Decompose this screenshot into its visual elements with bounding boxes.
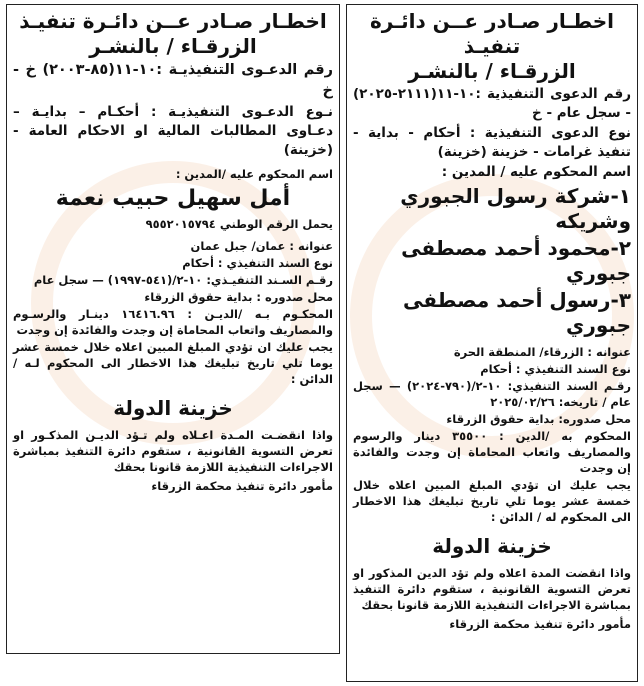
payment-instruction: يجب عليك ان تؤدي المبلغ المبين اعلاه خلال خمسة عشر يوما تلي تاريخ تبليغك هذا الاخطار الى المحكوم لـه / الدائن :	[13, 340, 333, 386]
defendant-name-2: ٢-محمود أحمد مصطفى جبوري	[401, 236, 631, 285]
case-number: رقم الدعوى التنفيذية :١٠-١١(٢١١١-٢٠٢٥) - سجل عام - خ	[353, 86, 631, 121]
instrument-type: نوع السند التنفيذي : أحكام	[480, 362, 631, 376]
case-number: رقم الدعـوى التنفيذيـة :١٠-١١(٨٥-٢٠٠٣) خ - خ	[13, 62, 333, 99]
national-id: يحمل الرقم الوطني ٩٥٥٢٠١٥٧٩٤	[145, 217, 333, 231]
officer-signature: مأمور دائرة تنفيذ محكمة الزرقاء	[151, 479, 333, 493]
issuer: محل صدوره: بداية حقوق الزرقاء	[446, 412, 631, 426]
notice-right	[346, 4, 638, 682]
notice-title-line2: الزرقـاء / بالنشـر	[89, 34, 257, 58]
judgment-amount: المحكـوم بـه /الديـن : ١٦٤١٦.٩٦ دينـار والرسـوم والمصاريف واتعاب المحاماة إن وجدت والفائدة إن وجدت	[13, 307, 333, 337]
defendant-name-3: ٣-رسول أحمد مصطفى جبوري	[403, 288, 631, 337]
creditor-name: خزينة الدولة	[432, 534, 552, 558]
defendant-name-1: ١-شركة رسول الجبوري وشريكه	[400, 184, 631, 233]
instrument-type: نوع السند التنفيذي : أحكام	[182, 256, 333, 270]
notice-title-line1: اخطـار صـادر عــن دائـرة تنفيـذ	[19, 9, 327, 33]
officer-signature: مأمور دائرة تنفيذ محكمة الزرقاء	[449, 617, 631, 631]
instrument-number: رقـم السند التنفيذي: ١٠-٢/(٧٩٠-٢٠٢٤) — سجل عام / تاريخه: ٢٠٢٥/٠٢/٢٦	[353, 379, 632, 409]
defendant-label: اسم المحكوم عليه / المدين :	[441, 164, 631, 180]
issuer: محل صدوره : بداية حقوق الزرقاء	[144, 290, 333, 304]
address: عنوانه : الزرقاء/ المنطقة الحرة	[453, 345, 631, 359]
instrument-number: رقـم السـند التنفيـذي: ١٠-٢/(٥٤١-١٩٩٧) — سجل عام	[33, 273, 333, 287]
enforcement-warning: واذا انقضـت المـدة اعـلاه ولم تـؤد الديـن المذكـور او تعرض التسوية القانونية ، ستقوم دائرة التنفيذ بمباشرة الاجراءات التنفيذية اللازمة قانونا بحقك	[13, 428, 333, 474]
address: عنوانه : عمان/ جبل عمان	[190, 239, 333, 253]
notice-left	[6, 4, 340, 654]
notice-title-line1: اخطـار صـادر عــن دائـرة تنفيـذ	[370, 9, 614, 58]
notice-title-line2: الزرقـاء / بالنشـر	[408, 59, 576, 83]
defendant-name: أمل سهيل حبيب نعمة	[55, 186, 291, 211]
enforcement-warning: واذا انقضت المدة اعلاه ولم تؤد الدين المذكور او تعرض التسوية القانونية ، ستقوم دائرة التنفيذ بمباشرة الاجراءات التنفيذية اللازمة قانونا بحقك	[353, 566, 631, 612]
creditor-name: خزينة الدولة	[113, 396, 233, 420]
payment-instruction: يجب عليك ان تؤدي المبلغ المبين اعلاه خلال خمسة عشر يوما تلي تاريخ تبليغك هذا الاخطار الى المحكوم له / الدائن :	[353, 478, 631, 524]
judgment-amount: المحكوم به /الدين : ٣٥٥٠٠ دينار والرسوم والمصاريف واتعاب المحاماة إن وجدت والفائدة إن وجدت	[353, 429, 631, 475]
case-type: نوع الدعوى التنفيذية : أحكام - بداية - تنفيذ غرامات - خزينة (خزينة)	[353, 125, 631, 160]
defendant-label: اسم المحكوم عليه /المدين :	[175, 167, 333, 181]
case-type: نـوع الدعـوى التنفيذيـة : أحكـام – بدايـة – دعـاوى المطالبات المالية او الاحكام العامة -(خزينة)	[13, 104, 333, 158]
